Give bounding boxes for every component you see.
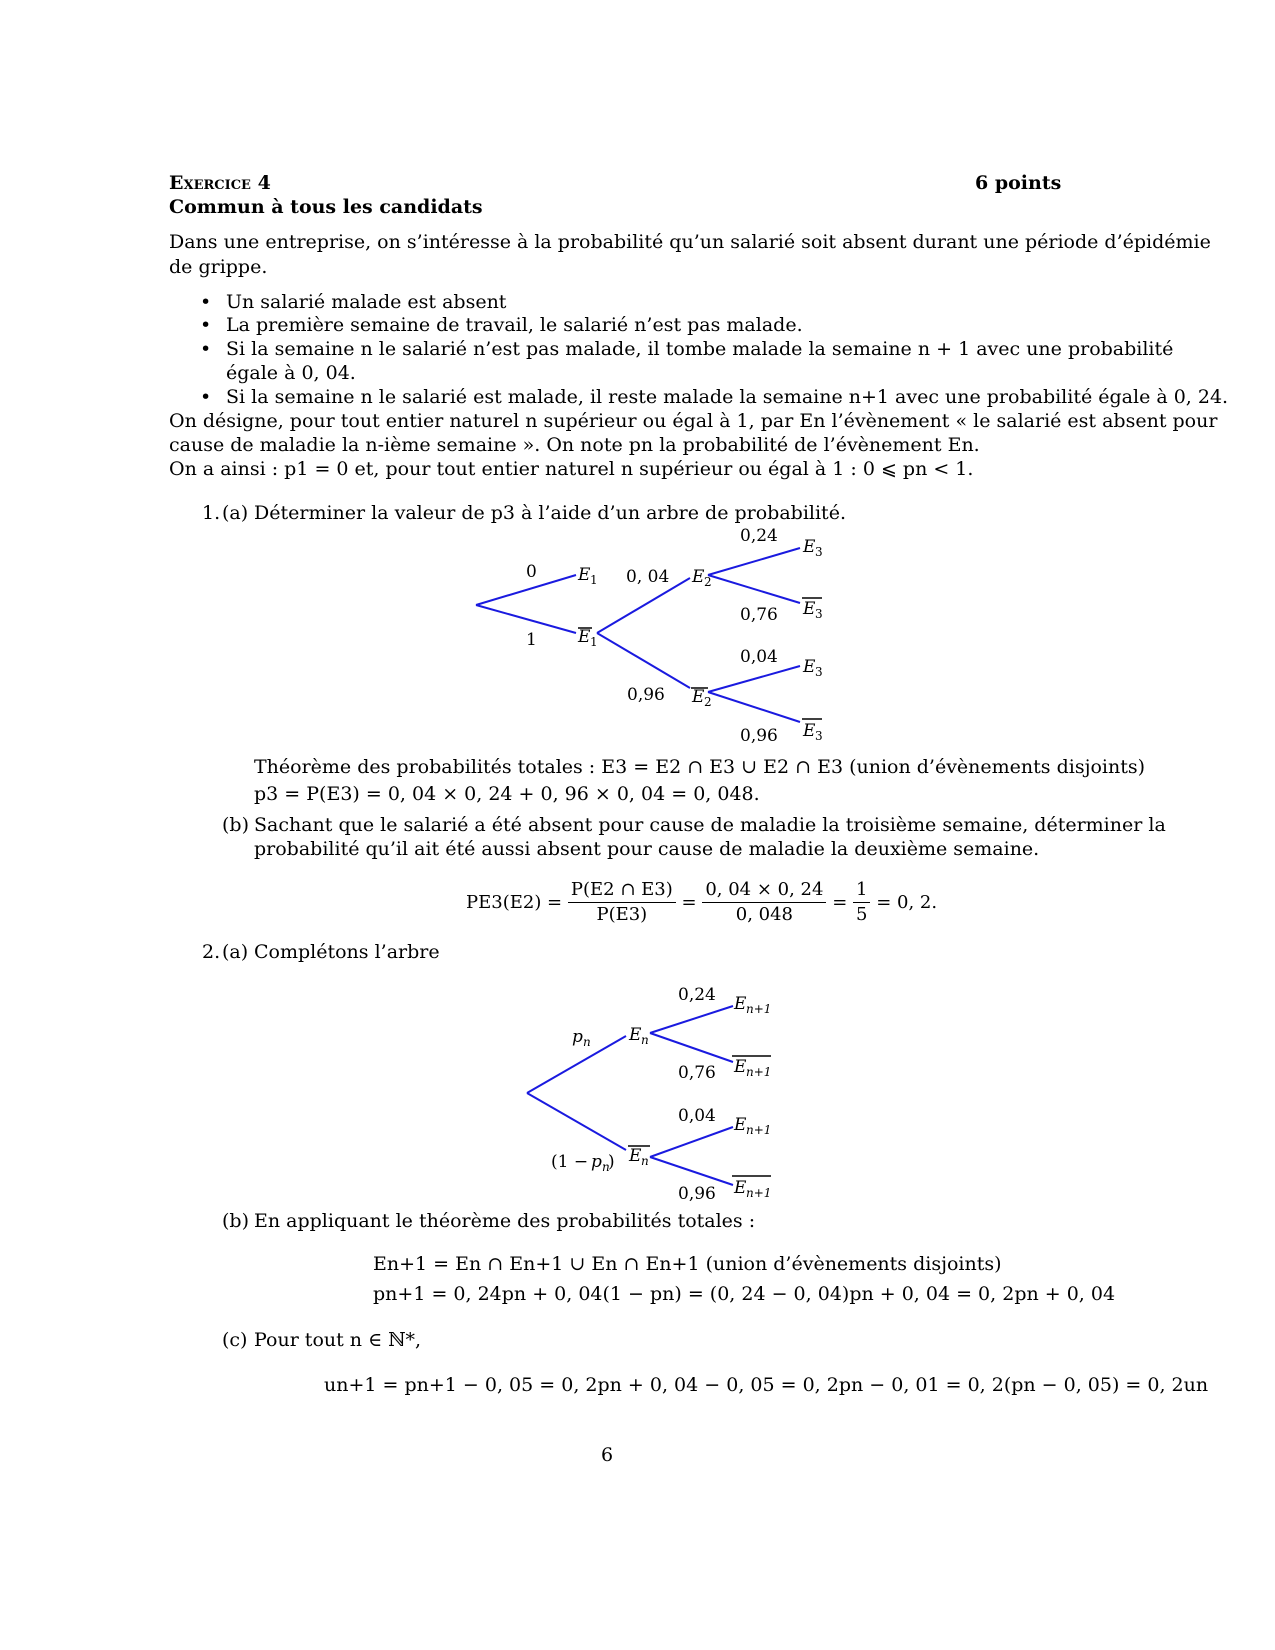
svg-text:n+1: n+1	[746, 1002, 772, 1016]
q1-number: 1.	[202, 502, 221, 524]
node-en1bar-top	[732, 1056, 771, 1079]
q2c-equation: un+1 = pn+1 − 0, 05 = 0, 2pn + 0, 04 − 0, 05 = 0, 2pn − 0, 01 = 0, 2(pn − 0, 05) = 0, 2un	[324, 1374, 1209, 1396]
subtitle: Commun à tous les candidats	[169, 196, 483, 218]
prob-e1: 0	[526, 562, 537, 582]
svg-text:): )	[608, 1152, 615, 1172]
branch-e2bar-e3	[708, 666, 800, 692]
q1a-text: Déterminer la valeur de p3 à l’aide d’un arbre de probabilité.	[254, 502, 846, 524]
node-en1-bottom	[733, 1115, 771, 1137]
node-e2bar	[691, 687, 712, 709]
svg-text:p: p	[591, 1152, 602, 1172]
prob-e2bar-e3: 0,04	[740, 647, 778, 667]
prob-e2bar-e3bar: 0,96	[740, 726, 778, 746]
svg-text:n+1: n+1	[746, 1065, 772, 1079]
bullet-1: • Un salarié malade est absent	[200, 291, 507, 313]
bullet-3-cont: égale à 0, 04.	[226, 362, 356, 384]
node-en1-top	[733, 994, 771, 1016]
svg-text:2: 2	[704, 575, 712, 589]
svg-text:E: E	[629, 1025, 642, 1045]
q2b-equation-1: En+1 = En ∩ En+1 ∪ En ∩ En+1 (union d’évènements disjoints)	[373, 1253, 1002, 1275]
svg-text:E: E	[692, 567, 705, 587]
prob-e2-e3: 0,24	[740, 526, 778, 546]
prob-en-en1: 0,24	[678, 985, 716, 1005]
conditional-formula: PE3(E2) = $\frac{P(E2 \cap E3)}{P(E3)}$ = $\frac{0, 04 \times 0, 24}{0, 048}$ = $\frac{1}{5}$ = 0, 2.	[466, 879, 938, 925]
svg-text:E: E	[734, 1178, 747, 1198]
svg-text:3: 3	[815, 729, 823, 743]
prob-e2: 0, 04	[626, 567, 670, 587]
node-en1bar-bottom	[732, 1176, 771, 1200]
bullet-4: • Si la semaine n le salarié est malade, il reste malade la semaine n+1 avec une probabilité égale à 0, 24.	[200, 386, 1229, 408]
points: 6 points	[975, 172, 1062, 194]
node-en	[628, 1025, 649, 1047]
svg-text:n: n	[583, 1035, 591, 1049]
svg-text:E: E	[803, 657, 816, 677]
svg-text:p: p	[572, 1027, 583, 1047]
q2c-label: (c)	[222, 1329, 248, 1351]
q2b-label: (b)	[222, 1210, 249, 1232]
branch-enbar-en1bar	[650, 1157, 733, 1185]
svg-text:n+1: n+1	[746, 1186, 772, 1200]
prob-pn	[572, 1027, 591, 1049]
bullet-3: • Si la semaine n le salarié n’est pas malade, il tombe malade la semaine n + 1 avec une probabilité	[200, 338, 1174, 360]
exercise-label: Exercice 4	[169, 172, 271, 194]
prob-e2-e3bar: 0,76	[740, 605, 778, 625]
node-e3-bottom	[802, 657, 823, 679]
q2c-text: Pour tout n ∈ ℕ*,	[254, 1329, 422, 1351]
prob-enbar-en1: 0,04	[678, 1106, 716, 1126]
node-e3bar-top	[802, 598, 823, 621]
q1b-text-1: Sachant que le salarié a été absent pour cause de maladie la troisième semaine, déterminer la	[254, 814, 1166, 836]
prob-enbar-en1bar: 0,96	[678, 1184, 716, 1204]
prob-e2bar: 0,96	[627, 685, 665, 705]
svg-text:E: E	[734, 994, 747, 1014]
svg-text:1: 1	[590, 573, 598, 587]
q1b-text-2: probabilité qu’il ait été aussi absent pour cause de maladie la deuxième semaine.	[254, 838, 1040, 860]
svg-text:1: 1	[590, 635, 598, 649]
branch-e2-e3	[708, 548, 800, 575]
svg-text:E: E	[803, 721, 816, 741]
node-e3-top	[802, 537, 823, 559]
node-e3bar-bottom	[802, 719, 823, 743]
svg-text:E: E	[803, 599, 816, 619]
branch-enbar	[527, 1093, 626, 1150]
page-number: 6	[601, 1444, 614, 1466]
q2-number: 2.	[202, 941, 221, 963]
formula-result: = 0, 2.	[876, 892, 938, 913]
prob-en-en1bar: 0,76	[678, 1063, 716, 1083]
svg-text:E: E	[578, 565, 591, 585]
node-e1bar	[577, 627, 598, 649]
svg-text:E: E	[692, 687, 705, 707]
definition-line-3: On a ainsi : p1 = 0 et, pour tout entier naturel n supérieur ou égal à 1 : 0 ⩽ pn < 1.	[169, 458, 974, 480]
branch-e2-e3bar	[708, 575, 800, 603]
svg-text:n: n	[602, 1160, 610, 1174]
svg-text:E: E	[734, 1115, 747, 1135]
svg-text:E: E	[803, 537, 816, 557]
fraction-2: $\frac{0, 04 \times 0, 24}{0, 048}$	[702, 878, 826, 927]
q1a-label: (a)	[222, 502, 249, 524]
branch-enbar-en1	[650, 1127, 733, 1157]
svg-text:3: 3	[815, 545, 823, 559]
intro-line-1: Dans une entreprise, on s’intéresse à la probabilité qu’un salarié soit absent durant une période d’épidémie	[169, 231, 1211, 253]
svg-text:E: E	[578, 627, 591, 647]
fraction-1: $\frac{P(E2 \cap E3)}{P(E3)}$	[568, 878, 676, 927]
node-e1	[577, 565, 598, 587]
theorem-line: Théorème des probabilités totales : E3 = E2 ∩ E3 ∪ E2 ∩ E3 (union d’évènements disjoints)	[254, 756, 1146, 778]
formula-lhs: PE3(E2) =	[466, 892, 563, 913]
prob-e1bar: 1	[526, 630, 537, 650]
branch-e2bar-e3bar	[708, 692, 800, 722]
q1b-label: (b)	[222, 814, 249, 836]
svg-text:2: 2	[704, 695, 712, 709]
q2a-text: Complétons l’arbre	[254, 941, 440, 963]
definition-line-2: cause de maladie la n-ième semaine ». On note pn la probabilité de l’évènement En.	[169, 434, 980, 456]
prob-1-minus-pn	[551, 1152, 615, 1174]
q2a-label: (a)	[222, 941, 249, 963]
svg-text:3: 3	[815, 607, 823, 621]
q2b-equation-2: pn+1 = 0, 24pn + 0, 04(1 − pn) = (0, 24 − 0, 04)pn + 0, 04 = 0, 2pn + 0, 04	[373, 1283, 1116, 1305]
branch-e1bar	[476, 605, 576, 633]
node-enbar	[628, 1146, 650, 1168]
p3-result: p3 = P(E3) = 0, 04 × 0, 24 + 0, 96 × 0, 04 = 0, 048.	[254, 783, 760, 805]
intro-line-2: de grippe.	[169, 256, 268, 278]
branch-en-en1	[650, 1006, 733, 1033]
svg-text:n+1: n+1	[746, 1123, 772, 1137]
svg-text:E: E	[629, 1146, 642, 1166]
q2b-text: En appliquant le théorème des probabilités totales :	[254, 1210, 756, 1232]
node-e2	[691, 567, 712, 589]
fraction-3: $\frac{1}{5}$	[853, 878, 870, 927]
svg-text:3: 3	[815, 665, 823, 679]
bullet-2: • La première semaine de travail, le salarié n’est pas malade.	[200, 314, 803, 336]
branch-en-en1bar	[650, 1033, 733, 1062]
svg-text:n: n	[641, 1154, 649, 1168]
svg-text:(1 −: (1 −	[551, 1152, 589, 1172]
definition-line-1: On désigne, pour tout entier naturel n supérieur ou égal à 1, par En l’évènement « le salarié est absent pour	[169, 410, 1218, 432]
svg-text:n: n	[641, 1033, 649, 1047]
svg-text:E: E	[734, 1057, 747, 1077]
branch-e2bar	[597, 633, 690, 688]
